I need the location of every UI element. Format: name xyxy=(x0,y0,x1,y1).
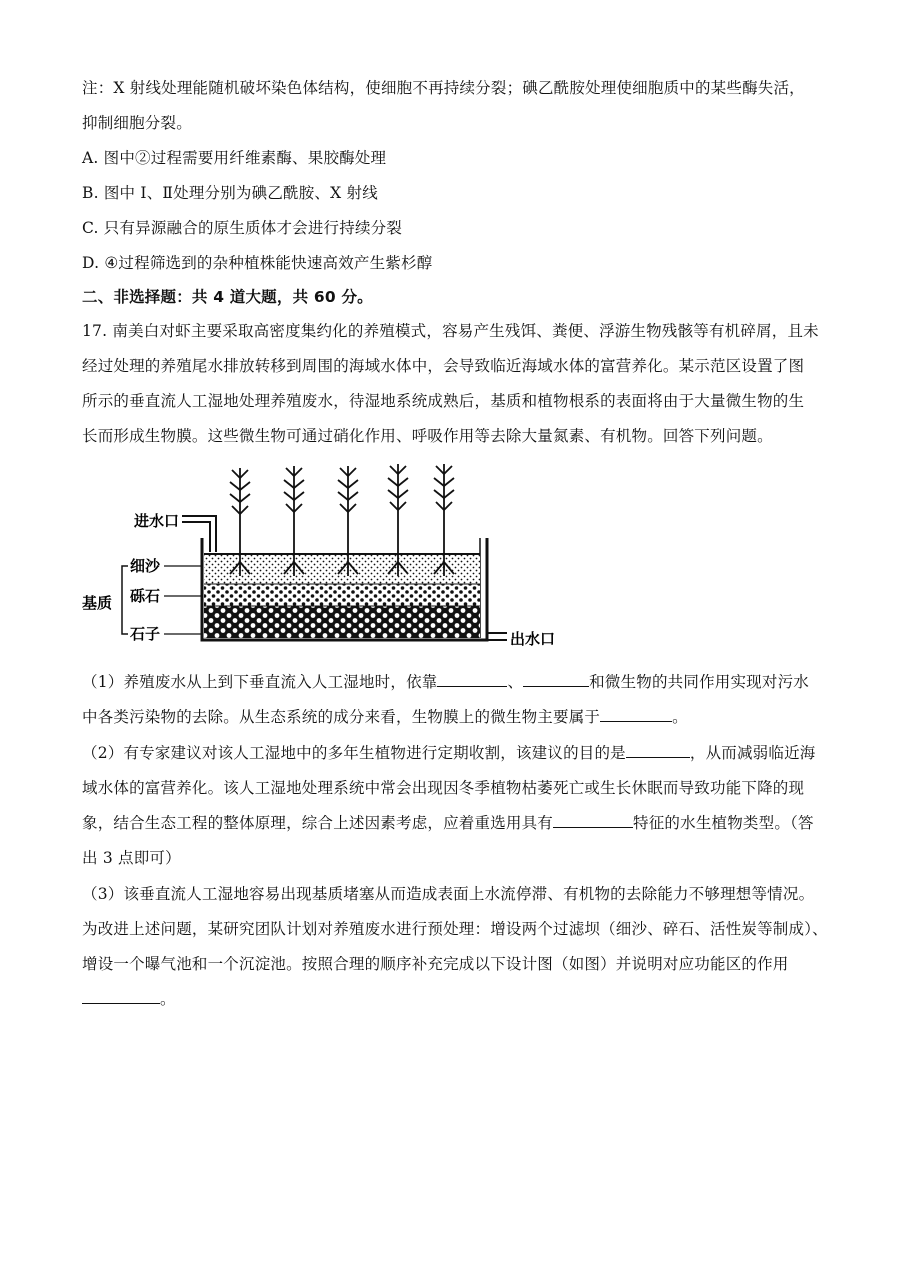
substrate-bracket xyxy=(122,566,128,634)
q17-part1-line-1 xyxy=(82,672,809,692)
answer-blank-1[interactable] xyxy=(437,672,507,687)
substrate-label: 基质 xyxy=(82,594,113,612)
q17-part3-line-4 xyxy=(82,989,176,1009)
option-d: D. ④过程筛选到的杂种植株能快速高效产生紫杉醇 xyxy=(82,254,433,272)
q17-part2-line-2: 域水体的富营养化。该人工湿地处理系统中常会出现因冬季植物枯萎死亡或生长休眠而导致功能下降的现 xyxy=(82,779,805,797)
gravel-label: 砾石 xyxy=(130,587,161,605)
q17-part2-line-4: 出 3 点即可） xyxy=(82,849,181,867)
q17-part2-line-1 xyxy=(82,743,815,763)
option-c: C. 只有异源融合的原生质体才会进行持续分裂 xyxy=(82,219,403,237)
q17-stem-line-3: 所示的垂直流人工湿地处理养殖废水，待湿地系统成熟后，基质和植物根系的表面将由于大量微生物的生 xyxy=(82,392,805,410)
outlet-label: 出水口 xyxy=(510,630,556,648)
q17-part2-line-3 xyxy=(82,813,814,833)
answer-blank-4[interactable] xyxy=(626,743,690,758)
q17-part2-text-e: 特征的水生植物类型。（答 xyxy=(633,814,814,832)
q17-part2-text-a: （2）有专家建议对该人工湿地中的多年生植物进行定期收割，该建议的目的是 xyxy=(82,744,626,762)
q17-part2-text-b: ，从而减弱临近海 xyxy=(689,744,816,762)
q17-part1-text-c: 中各类污染物的去除。从生态系统的成分来看，生物膜上的微生物主要属于 xyxy=(82,708,601,726)
q17-stem-line-1: 17. 南美白对虾主要采取高密度集约化的养殖模式，容易产生残饵、粪便、浮游生物残骸等有机碎屑，且未 xyxy=(82,322,819,340)
q17-part1-separator: 、 xyxy=(507,673,524,691)
inlet-label: 进水口 xyxy=(134,512,180,530)
note-line-1: 注：X 射线处理能随机破坏染色体结构，使细胞不再持续分裂；碘乙酰胺处理使细胞质中的某些酶失活， xyxy=(82,79,805,97)
option-a: A. 图中②过程需要用纤维素酶、果胶酶处理 xyxy=(82,149,387,167)
answer-blank-6[interactable] xyxy=(82,989,160,1004)
q17-part3-line-1: （3）该垂直流人工湿地容易出现基质堵塞从而造成表面上水流停滞、有机物的去除能力不够理想等情况。 xyxy=(82,885,815,903)
q17-part1-line-2 xyxy=(82,707,688,727)
answer-blank-3[interactable] xyxy=(600,707,672,722)
option-b: B. 图中 I、Ⅱ处理分别为碘乙酰胺、X 射线 xyxy=(82,184,378,202)
answer-blank-2[interactable] xyxy=(523,672,589,687)
answer-blank-5[interactable] xyxy=(553,813,633,828)
q17-part2-text-d: 象，结合生态工程的整体原理，综合上述因素考虑，应着重选用具有 xyxy=(82,814,554,832)
stones-label: 石子 xyxy=(130,625,161,643)
q17-part3-end: 。 xyxy=(160,990,176,1008)
q17-part1-text-a: （1）养殖废水从上到下垂直流入人工湿地时，依靠 xyxy=(82,673,438,691)
q17-stem-line-2: 经过处理的养殖尾水排放转移到周围的海域水体中，会导致临近海域水体的富营养化。某示范区设置了图 xyxy=(82,357,805,375)
note-line-2: 抑制细胞分裂。 xyxy=(82,114,192,132)
q17-part1-end: 。 xyxy=(672,708,688,726)
stone-layer xyxy=(204,606,480,638)
wetland-diagram xyxy=(82,458,592,666)
gravel-layer xyxy=(204,584,480,606)
q17-stem-line-4: 长而形成生物膜。这些微生物可通过硝化作用、呼吸作用等去除大量氮素、有机物。回答下列问题。 xyxy=(82,427,773,445)
q17-part1-text-b: 和微生物的共同作用实现对污水 xyxy=(589,673,809,691)
section-heading: 二、非选择题：共 4 道大题，共 60 分。 xyxy=(82,288,373,306)
q17-part3-line-2: 为改进上述问题，某研究团队计划对养殖废水进行预处理：增设两个过滤坝（细沙、碎石、活性炭等制成）、 xyxy=(82,920,828,938)
fine-sand-label: 细沙 xyxy=(130,557,161,575)
q17-part3-line-3: 增设一个曝气池和一个沉淀池。按照合理的顺序补充完成以下设计图（如图）并说明对应功能区的作用 xyxy=(82,955,789,973)
